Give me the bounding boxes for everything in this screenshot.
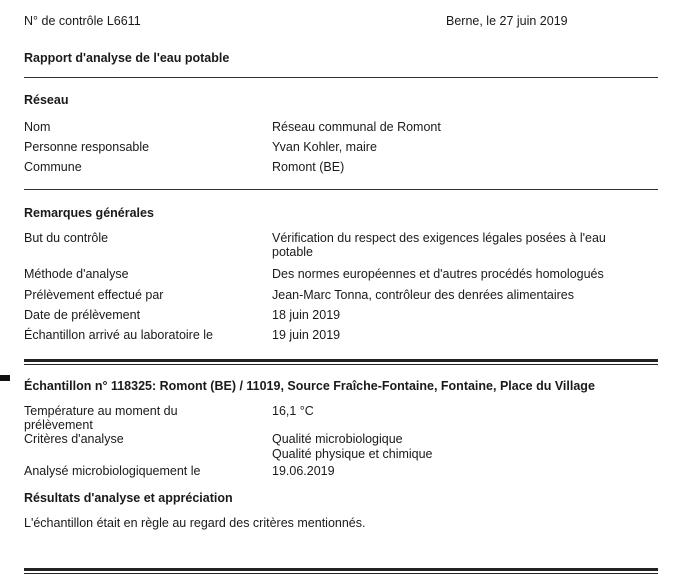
sample-heading: Échantillon n° 118325: Romont (BE) / 11019, Source Fraîche-Fontaine, Fontaine, Place du Village [24,379,595,393]
reseau-value-personne: Yvan Kohler, maire [272,140,377,154]
sample-label-criteres: Critères d'analyse [24,432,124,446]
sample-value-temperature: 16,1 °C [272,404,314,418]
place-date: Berne, le 27 juin 2019 [446,14,568,28]
remarques-label-methode: Méthode d'analyse [24,267,129,281]
results-text: L'échantillon était en règle au regard des critères mentionnés. [24,516,366,530]
report-title: Rapport d'analyse de l'eau potable [24,51,230,65]
remarques-value-date: 18 juin 2019 [272,308,341,322]
divider-double [24,568,658,574]
sample-label-analyse: Analysé microbiologiquement le [24,464,201,478]
divider [24,189,658,190]
remarques-label-prelevement: Prélèvement effectué par [24,288,164,302]
reseau-value-commune: Romont (BE) [272,160,345,174]
reseau-label-nom: Nom [24,120,51,134]
divider [24,77,658,78]
remarques-value-but: Vérification du respect des exigences légales posées à l'eau potable [272,231,606,259]
remarques-label-arrivee: Échantillon arrivé au laboratoire le [24,328,213,342]
margin-mark [0,375,10,381]
reseau-value-nom: Réseau communal de Romont [272,120,441,134]
divider-double [24,359,658,365]
sample-value-analyse: 19.06.2019 [272,464,335,478]
control-number: N° de contrôle L6611 [24,14,141,28]
section-heading-remarques: Remarques générales [24,206,154,220]
sample-label-temperature: Température au moment du prélèvement [24,404,178,432]
reseau-label-personne: Personne responsable [24,140,150,154]
remarques-label-date: Date de prélèvement [24,308,141,322]
sample-value-criteres-2: Qualité physique et chimique [272,447,433,461]
reseau-label-commune: Commune [24,160,82,174]
remarques-label-but: But du contrôle [24,231,109,245]
sample-value-criteres-1: Qualité microbiologique [272,432,403,446]
remarques-value-prelevement: Jean-Marc Tonna, contrôleur des denrées alimentaires [272,288,575,302]
section-heading-reseau: Réseau [24,93,69,107]
remarques-value-methode: Des normes européennes et d'autres procédés homologués [272,267,604,281]
results-heading: Résultats d'analyse et appréciation [24,491,233,505]
remarques-value-arrivee: 19 juin 2019 [272,328,341,342]
